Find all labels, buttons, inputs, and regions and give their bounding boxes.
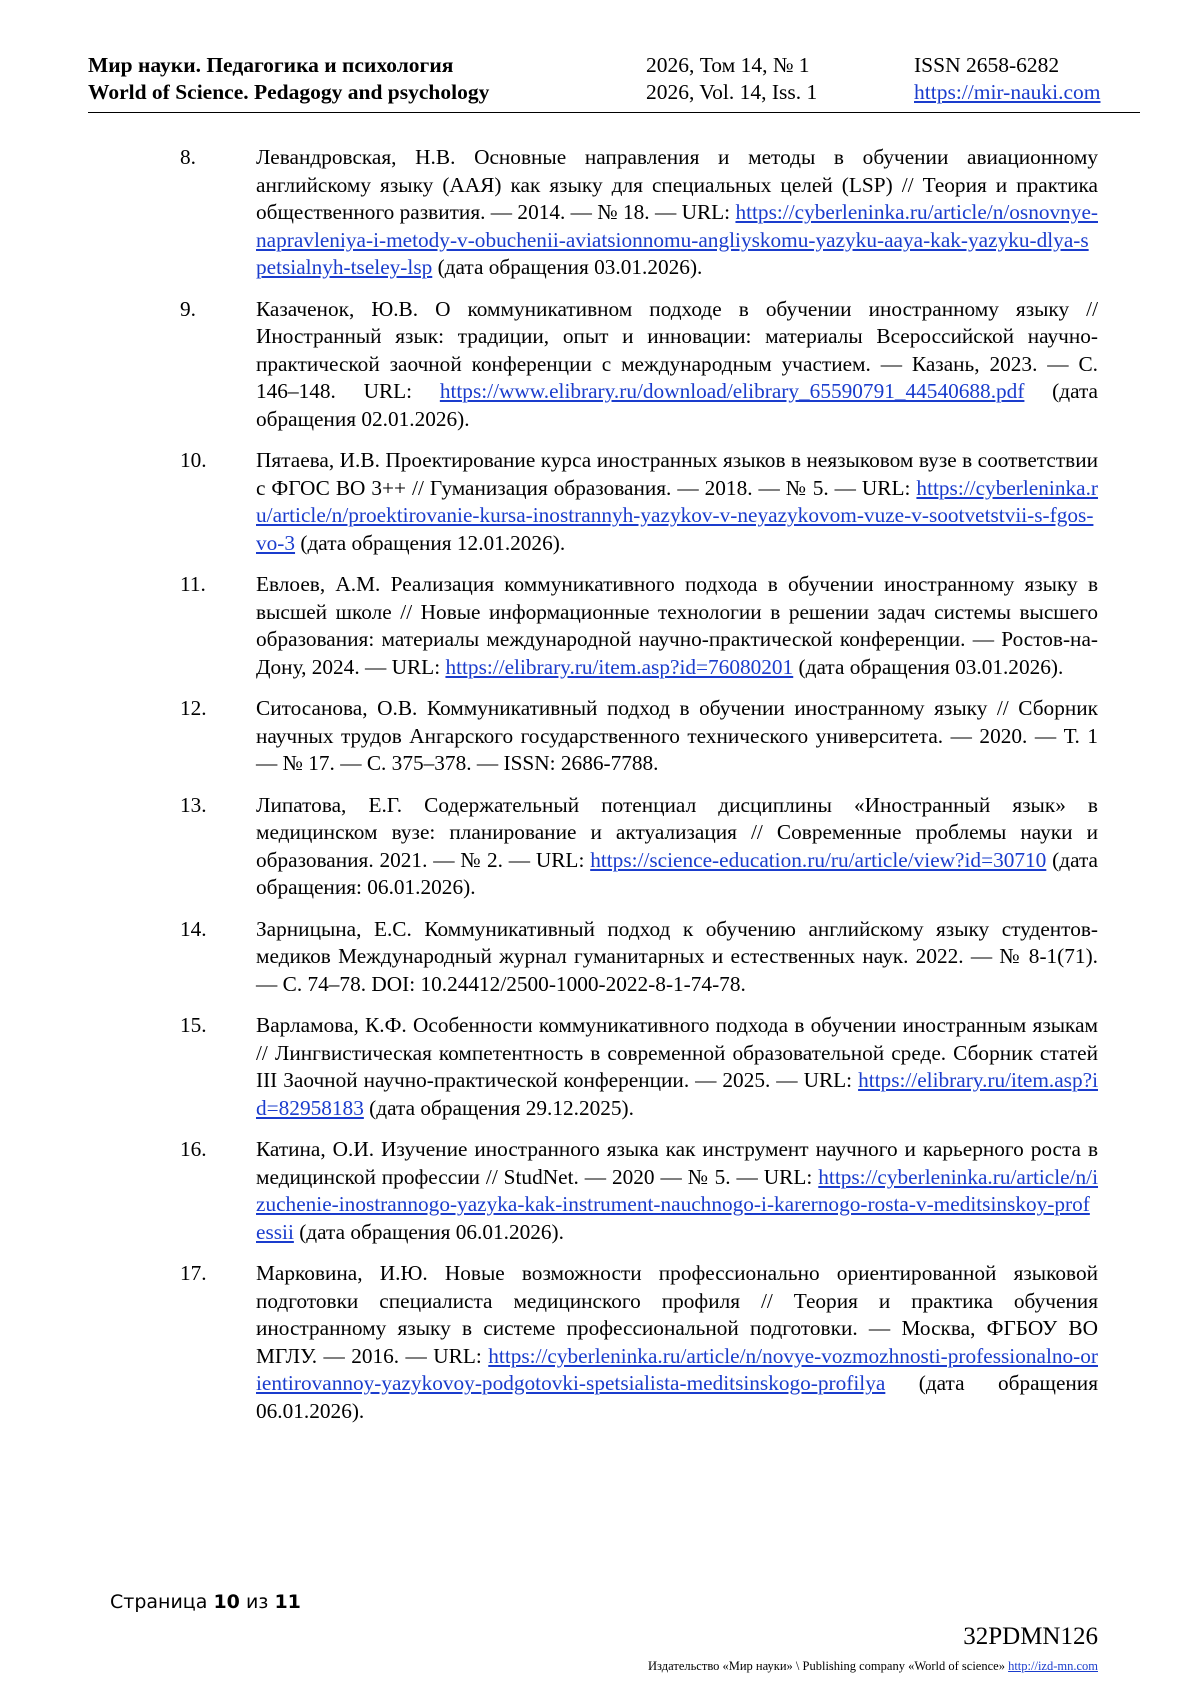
reference-access-date: (дата обращения 29.12.2025).: [363, 1095, 634, 1120]
issue-en: 2026, Vol. 14, Iss. 1: [646, 80, 818, 104]
reference-number: 13.: [180, 792, 207, 817]
reference-access-date: (дата обращения 03.01.2026).: [793, 654, 1064, 679]
issue-block: [646, 52, 817, 106]
reference-item: [180, 695, 1098, 778]
publisher-text: Издательство «Мир науки» \ Publishing company «World of science»: [648, 1659, 1005, 1673]
reference-number: 8.: [180, 145, 196, 169]
issn-block: [914, 52, 1100, 106]
journal-header: [88, 50, 1140, 113]
reference-text: Варламова, К.Ф. Особенности коммуникативного подхода в обучении иностранным языкам // Лингвистическая компетентность в современной образовательной среде. Сборник статей III Заочной научно-практической конференции. — 2025. — URL:: [256, 1013, 1098, 1092]
reference-text: Зарницына, Е.С. Коммуникативный подход к обучению английскому языку студентов-медиков Международный журнал гуманитарных и естественных наук. 2022. — № 8-1(71). — С. 74–78. DOI: 10.24412/2500-1000-2022-8-1-74-78.: [256, 916, 1098, 996]
reference-number: 12.: [180, 696, 207, 720]
reference-text: Левандровская, Н.В. Основные направления и методы в обучении авиационному английскому языку (ААЯ) как языку для специальных целей (LSP) // Теория и практика общественного развития. — 2014. — № 18. — URL:: [256, 145, 1098, 224]
reference-access-date: (дата обращения 06.01.2026).: [256, 1371, 1098, 1423]
reference-access-date: (дата обращения 02.01.2026).: [256, 379, 1098, 431]
reference-text: Ситосанова, О.В. Коммуникативный подход в обучении иностранному языку // Сборник научных трудов Ангарского государственного технического университета. — 2020. — Т. 1 — № 17. — С. 375–378. — ISSN: 2686-7788.: [256, 696, 1098, 775]
reference-link[interactable]: https://cyberleninka.ru/article/n/novye-vozmozhnosti-professionalno-orientirovannoy-yazykovoy-podgotovki-spetsialista-meditsinskogo-profilya: [256, 1343, 1098, 1395]
page-of: из: [245, 1591, 269, 1613]
journal-site-link[interactable]: https://mir-nauki.com: [914, 80, 1101, 104]
reference-link[interactable]: https://www.elibrary.ru/download/elibrary_65590791_44540688.pdf: [439, 379, 1025, 403]
reference-item: [180, 1260, 1098, 1425]
reference-link[interactable]: https://elibrary.ru/item.asp?id=76080201: [445, 654, 794, 679]
reference-link[interactable]: https://science-education.ru/ru/article/view?id=30710: [590, 847, 1047, 872]
page-counter: [110, 1590, 301, 1614]
reference-link[interactable]: https://cyberleninka.ru/article/n/izuchenie-inostrannogo-yazyka-kak-instrument-nauchnogo-i-karernogo-rosta-v-meditsinskoy-professii: [256, 1164, 1098, 1244]
journal-title-en: World of Science. Pedagogy and psychology: [88, 80, 490, 104]
issue-ru: 2026, Том 14, № 1: [646, 53, 810, 77]
reference-text: Евлоев, А.М. Реализация коммуникативного подхода в обучении иностранному языку в высшей школе // Новые информационные технологии в решении задач системы высшего образования: материалы международной научно-практической конференции. — Ростов-на-Дону, 2024. — URL:: [256, 572, 1098, 679]
page-total: 11: [274, 1591, 301, 1613]
reference-item: [180, 447, 1098, 557]
reference-access-date: (дата обращения 12.01.2026).: [295, 530, 566, 555]
reference-number: 17.: [180, 1261, 207, 1285]
reference-text: Пятаева, И.В. Проектирование курса иностранных языков в неязыковом вузе в соответствии с ФГОС ВО 3++ // Гуманизация образования. — 2018. — № 5. — URL:: [256, 448, 1098, 500]
reference-item: [180, 1136, 1098, 1246]
reference-item: [180, 1012, 1098, 1122]
reference-number: 9.: [180, 296, 196, 321]
reference-link[interactable]: https://elibrary.ru/item.asp?id=82958183: [256, 1068, 1098, 1120]
reference-link[interactable]: https://cyberleninka.ru/article/n/osnovnye-napravleniya-i-metody-v-obuchenii-aviatsionnomu-angliyskomu-yazyku-aaya-kak-yazyku-dlya-spetsialnyh-tseley-lsp: [256, 200, 1098, 279]
reference-item: [180, 144, 1098, 282]
reference-number: 14.: [180, 916, 207, 941]
page-word: Страница: [110, 1591, 208, 1613]
reference-item: [180, 571, 1098, 681]
reference-item: [180, 916, 1098, 999]
reference-number: 15.: [180, 1013, 207, 1037]
publisher-link[interactable]: http://izd-mn.com: [1008, 1659, 1098, 1673]
reference-text: Казаченок, Ю.В. О коммуникативном подходе в обучении иностранному языку // Иностранный язык: традиции, опыт и инновации: материалы Всероссийской научно-практической заочной конференции с международным участием. — Казань, 2023. — С. 146–148. URL:: [256, 296, 1098, 403]
publisher-line: [648, 1658, 1098, 1674]
reference-link[interactable]: https://cyberleninka.ru/article/n/proektirovanie-kursa-inostrannyh-yazykov-v-neyazykovom-vuze-v-sootvetstvii-s-fgos-vo-3: [256, 475, 1098, 555]
reference-number: 10.: [180, 448, 207, 472]
issn: ISSN 2658-6282: [914, 53, 1060, 77]
reference-item: [180, 296, 1098, 434]
reference-text: Катина, О.И. Изучение иностранного языка как инструмент научного и карьерного роста в медицинской профессии // StudNet. — 2020 — № 5. — URL:: [256, 1137, 1098, 1189]
reference-access-date: (дата обращения 06.01.2026).: [293, 1219, 564, 1244]
reference-list: [180, 144, 1098, 1439]
reference-number: 11.: [180, 572, 206, 596]
page-current: 10: [213, 1591, 240, 1613]
journal-title-block: [88, 52, 489, 106]
reference-item: [180, 792, 1098, 902]
reference-number: 16.: [180, 1137, 207, 1161]
reference-access-date: (дата обращения 03.01.2026).: [432, 255, 703, 279]
reference-text: Марковина, И.Ю. Новые возможности профессионально ориентированной языковой подготовки специалиста медицинского профиля // Теория и практика обучения иностранному языку в системе профессиональной подготовки. — Москва, ФГБОУ ВО МГЛУ. — 2016. — URL:: [256, 1261, 1098, 1368]
reference-text: Липатова, Е.Г. Содержательный потенциал дисциплины «Иностранный язык» в медицинском вузе: планирование и актуализация // Современные проблемы науки и образования. 2021. — № 2. — URL:: [256, 792, 1098, 872]
reference-access-date: (дата обращения: 06.01.2026).: [256, 847, 1098, 899]
article-code: 32PDMN126: [963, 1623, 1098, 1650]
journal-title-ru: Мир науки. Педагогика и психология: [88, 53, 454, 77]
